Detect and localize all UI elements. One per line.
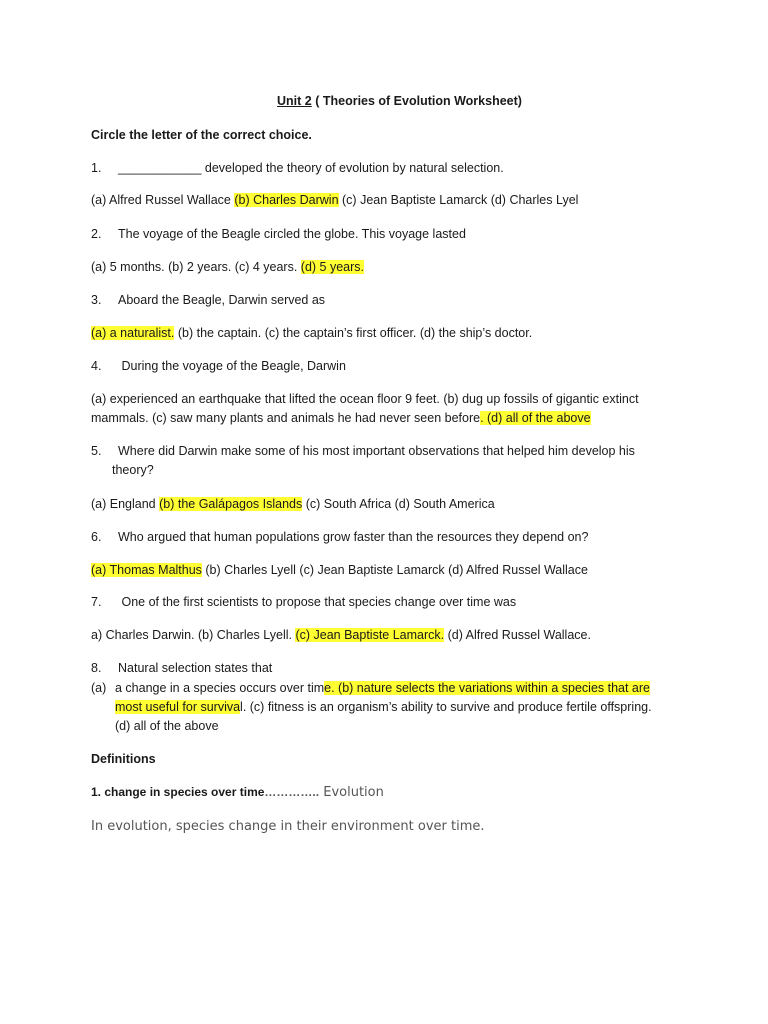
question-1: [91, 160, 504, 177]
answer-highlight: (c) Jean Baptiste Lamarck.: [295, 628, 445, 642]
answer-highlight: most useful for surviva: [115, 700, 241, 714]
answer-8-line-3: (d) all of the above: [115, 719, 219, 733]
answer-part: (d) Alfred Russel Wallace.: [444, 628, 591, 642]
definition-item-1: [91, 784, 384, 801]
answer-part: (b) the captain. (c) the captain’s first officer. (d) the ship’s doctor.: [174, 326, 533, 340]
answer-8-line-2: [115, 699, 652, 716]
answer-part: mammals. (c) saw many plants and animals he had never seen before: [91, 411, 481, 425]
question-stem: During the voyage of the Beagle, Darwin: [118, 359, 346, 373]
answer-part: a) Charles Darwin. (b) Charles Lyell.: [91, 628, 296, 642]
answer-highlight: e. (b) nature selects the variations within a species that are: [324, 681, 651, 695]
answer-3: [91, 325, 532, 342]
definition-term: 1. change in species over time: [91, 785, 265, 799]
answer-8-sub-label: (a): [91, 681, 107, 695]
question-number: 5.: [91, 444, 102, 458]
answer-highlight: (d) 5 years.: [300, 260, 365, 274]
answer-part: l. (c) fitness is an organism’s ability to survive and produce fertile offspring.: [240, 700, 652, 714]
answer-highlight: (b) the Galápagos Islands: [159, 497, 303, 511]
definition-answer: Evolution: [319, 785, 384, 800]
answer-highlight: (a) a naturalist.: [91, 326, 175, 340]
answer-4-line-2: [91, 410, 591, 427]
question-7: [91, 594, 516, 611]
title-unit: Unit 2: [277, 94, 312, 108]
instruction: Circle the letter of the correct choice.: [91, 128, 312, 142]
answer-8-line-1: [115, 680, 650, 697]
answer-part: (c) South Africa (d) South America: [302, 497, 495, 511]
answer-5: [91, 496, 495, 513]
question-8: [91, 660, 272, 677]
question-stem: ____________ developed the theory of evolution by natural selection.: [118, 161, 504, 175]
definition-dots: …………..: [264, 785, 320, 799]
page-title: [277, 93, 522, 110]
question-4: [91, 358, 346, 375]
definition-explanation: In evolution, species change in their environment over time.: [91, 819, 485, 834]
answer-part: a change in a species occurs over tim: [115, 681, 325, 695]
question-number: 6.: [91, 530, 102, 544]
answer-part: (a) England: [91, 497, 160, 511]
question-5-line-2: theory?: [112, 463, 154, 477]
answer-highlight: (b) Charles Darwin: [234, 193, 339, 207]
answer-part: (a) 5 months. (b) 2 years. (c) 4 years.: [91, 260, 301, 274]
answer-part: (c) Jean Baptiste Lamarck (d) Charles Lyel: [338, 193, 579, 207]
answer-2: [91, 259, 364, 276]
question-stem: Where did Darwin make some of his most important observations that helped him develop his: [118, 444, 635, 458]
question-number: 8.: [91, 661, 102, 675]
definitions-heading: Definitions: [91, 752, 156, 766]
question-stem: Who argued that human populations grow faster than the resources they depend on?: [118, 530, 589, 544]
question-2: [91, 226, 466, 243]
question-stem: Aboard the Beagle, Darwin served as: [118, 293, 326, 307]
answer-part: (a) Alfred Russel Wallace: [91, 193, 235, 207]
question-number: 2.: [91, 227, 102, 241]
question-6: [91, 529, 588, 546]
answer-6: [91, 562, 588, 579]
question-5: [91, 443, 635, 460]
question-3: [91, 292, 325, 309]
title-rest: ( Theories of Evolution Worksheet): [311, 94, 522, 108]
answer-highlight: . (d) all of the above: [480, 411, 591, 425]
question-number: 7.: [91, 595, 102, 609]
answer-highlight: (a) Thomas Malthus: [91, 563, 202, 577]
question-number: 4.: [91, 359, 102, 373]
answer-1: [91, 192, 578, 209]
question-number: 3.: [91, 293, 102, 307]
answer-part: (b) Charles Lyell (c) Jean Baptiste Lamarck (d) Alfred Russel Wallace: [201, 563, 588, 577]
answer-4-line-1: (a) experienced an earthquake that lifted the ocean floor 9 feet. (b) dug up fossils of gigantic extinct: [91, 392, 639, 406]
answer-7: [91, 627, 591, 644]
question-stem: The voyage of the Beagle circled the globe. This voyage lasted: [118, 227, 466, 241]
question-stem: Natural selection states that: [118, 661, 273, 675]
question-stem: One of the first scientists to propose that species change over time was: [118, 595, 517, 609]
question-number: 1.: [91, 161, 102, 175]
